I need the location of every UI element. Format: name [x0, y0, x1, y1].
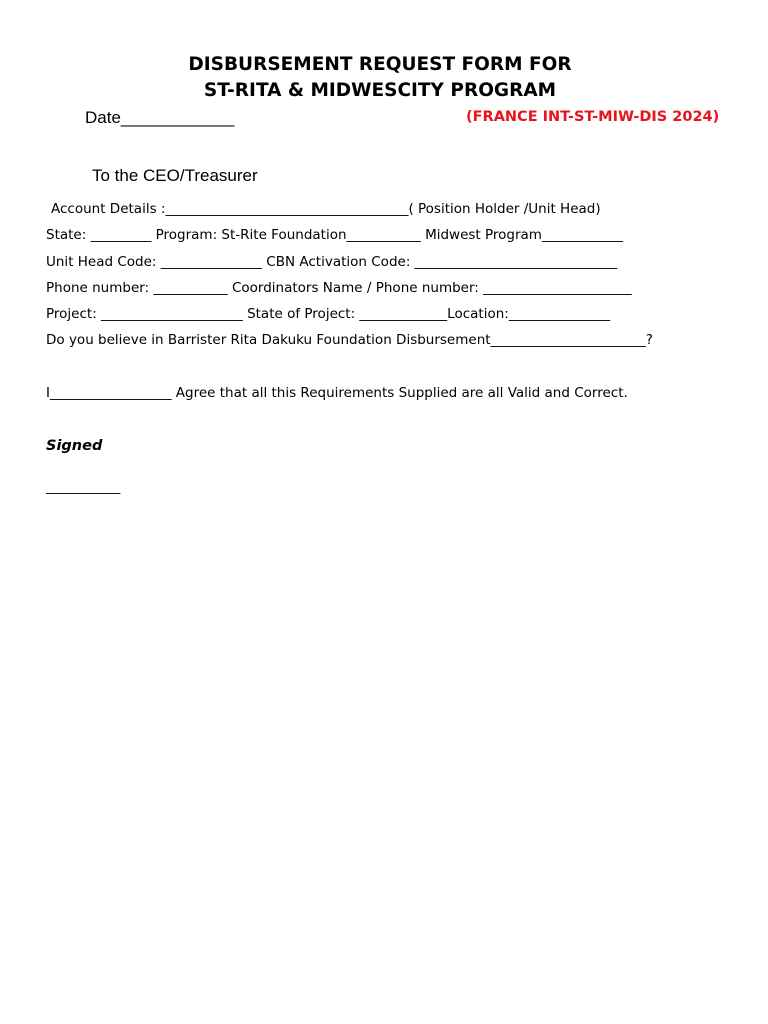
unit-head-cbn-line: Unit Head Code: _______________ CBN Activation Code: ______________________________ [46, 254, 618, 270]
belief-question-line: Do you believe in Barrister Rita Dakuku Foundation Disbursement_______________________? [46, 332, 653, 348]
phone-coordinators-line: Phone number: ___________ Coordinators Name / Phone number: ______________________ [46, 280, 632, 296]
salutation: To the CEO/Treasurer [92, 166, 258, 185]
account-details-line: Account Details :____________________________________( Position Holder /Unit Head) [51, 201, 601, 217]
signed-label: Signed [46, 438, 103, 454]
state-program-line: State: _________ Program: St-Rite Foundation___________ Midwest Program____________ [46, 227, 623, 243]
agreement-line: I__________________ Agree that all this Requirements Supplied are all Valid and Correct. [46, 385, 628, 401]
signature-line: ___________ [46, 479, 121, 495]
form-title-line-1: DISBURSEMENT REQUEST FORM FOR [188, 54, 572, 75]
date-field: Date____________ [85, 108, 235, 127]
project-location-line: Project: _____________________ State of Project: _____________Location:_______________ [46, 306, 611, 322]
reference-code: (FRANCE INT-ST-MIW-DIS 2024) [466, 109, 720, 125]
form-title-line-2: ST-RITA & MIDWESCITY PROGRAM [203, 80, 557, 101]
